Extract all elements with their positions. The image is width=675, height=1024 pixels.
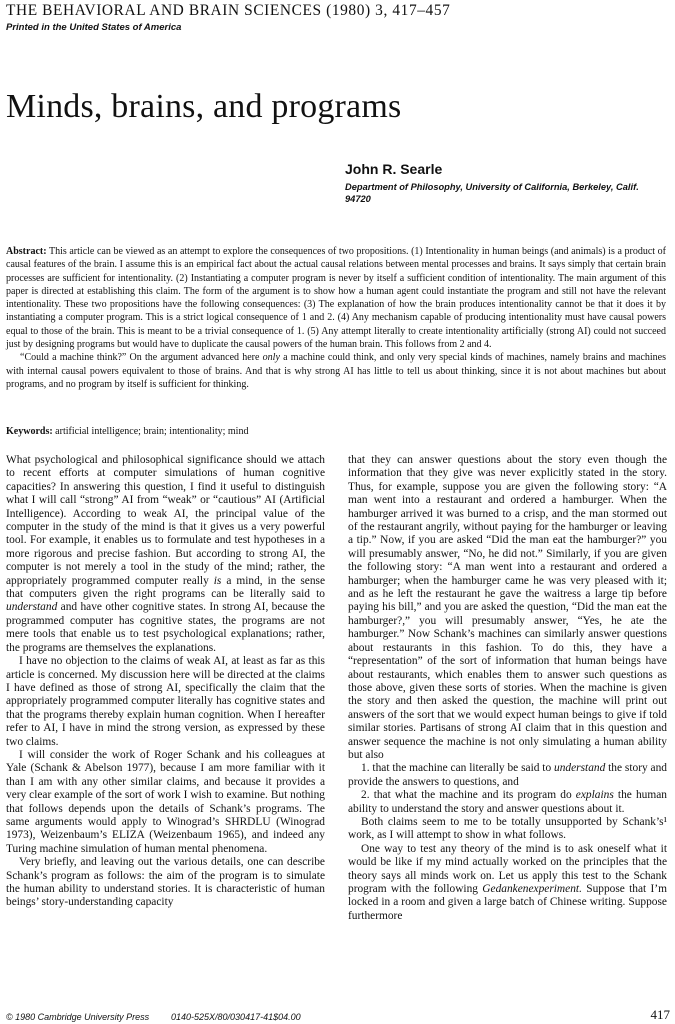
keywords — [6, 426, 248, 437]
body-column-right — [348, 454, 667, 994]
emphasis-understand: understand — [6, 601, 58, 614]
body-paragraph — [6, 454, 325, 655]
keywords-text: artificial intelligence; brain; intentionality; mind — [55, 426, 249, 437]
body-paragraph: I have no objection to the claims of weak AI, at least as far as this article is concerned. My discussion here will be directed at the claims I have defined as those of strong AI, specifically the claim that the appropriately programmed computer literally has cognitive states and that the programs thereby explain human cognition. When I hereafter refer to AI, I have in mind the strong version, as expressed by these two claims. — [6, 655, 325, 748]
emphasis-understand: understand — [554, 762, 606, 775]
body-paragraph: Very briefly, and leaving out the various details, one can describe Schank’s program as follows: the aim of the program is to simulate the human ability to understand stories. It is characteristic of human beings’ story-understanding capacity — [6, 856, 325, 909]
page-footer — [6, 1007, 670, 1023]
abstract — [6, 245, 666, 391]
text-run: the human ability to understand the story and answer questions about it. — [348, 789, 667, 815]
abstract-text-1: This article can be viewed as an attempt to explore the consequences of two propositions. (1) Intentionality in human beings (and animals) is a product of causal features of the brain. I assume this is an empirical fact about the actual causal relations between mental processes and brains. It says simply that certain brain processes are sufficient for intentionality. (2) Instantiating a computer program is never by itself a sufficient condition of intentionality. The main argument of this paper is directed at establishing this claim. The form of the argument is to show how a human agent could instantiate the program and still not have the relevant intentionality. These two propositions have the following consequences: (3) The explanation of how the brain produces intentionality cannot be that it does it by instantiating a computer program. This is a strict logical consequence of 1 and 2. (4) Any mechanism capable of producing intentionality must have causal powers equal to those of the brain. This is meant to be a trivial consequence of 1. (5) Any attempt literally to create intentionality artificially (strong AI) could not succeed just by designing programs but would have to duplicate the causal powers of the human brain. This follows from 2 and 4. — [6, 246, 666, 351]
emphasis-gedankenexperiment: Gedankenexperiment. — [482, 883, 582, 895]
abstract-text-2a: “Could a machine think?” On the argument advanced here — [20, 352, 263, 364]
emphasis-is: is — [213, 574, 222, 587]
abstract-paragraph-2 — [6, 351, 666, 391]
keywords-label: Keywords: — [6, 426, 53, 437]
page-number: 417 — [650, 1007, 670, 1022]
list-item-1 — [348, 762, 667, 789]
journal-title: THE BEHAVIORAL AND BRAIN SCIENCES (1980) 3, 417–457 — [6, 2, 451, 19]
abstract-label: Abstract: — [6, 246, 47, 257]
text-run: Suppose that I’m locked in a room and given a large batch of Chinese writing. Suppose furthermore — [348, 883, 667, 922]
text-run: and have other cognitive states. In strong AI, because the programmed computer has cognitive states, the programs are not mere tools that enable us to test psychological explanations; rather, the programs are themselves the explanations. — [6, 601, 325, 654]
author-name: John R. Searle — [345, 161, 443, 177]
copyright-notice: © 1980 Cambridge University Press — [6, 1012, 150, 1022]
body-column-left — [6, 454, 325, 994]
body-paragraph: that they can answer questions about the story even though the information that they give was never explicitly stated in the story. Thus, for example, suppose you are given the following story: “A man went into a restaurant and ordered a hamburger. When the hamburger arrived it was burned to a crisp, and the man stormed out of the restaurant angrily, without paying for the hamburger or leaving a tip.” Now, if you are asked “Did the man eat the hamburger?” you will presumably answer, “No, he did not.” Similarly, if you are given the following story: “A man went into a restaurant and ordered a hamburger; when the hamburger came he was very pleased with it; and as he left the restaurant he gave the waitress a large tip before paying his bill,” and you are asked the question, “Did the man eat the hamburger?,” you will presumably answer, “Yes, he ate the hamburger.” Now Schank’s machines can similarly answer questions about restaurants in this fashion. To do this, they have a “representation” of the sort of information that human beings have about restaurants, which enables them to answer such questions as those above, given these sorts of stories. When the machine is given the story and then asked the question, the machine will print out answers of the sort that we would expect human beings to give if told similar stories. Partisans of strong AI claim that in this question and answer sequence the machine is not only simulating a human ability but also — [348, 454, 667, 761]
abstract-text-2b: a machine could think, and only very special kinds of machines, namely brains and machines with internal causal powers equivalent to those of brains. And that is why strong AI has little to tell us about thinking, since it is not about machines but about programs, and no program by itself is sufficient for thinking. — [6, 352, 666, 390]
issn-code: 0140-525X/80/030417-41$04.00 — [171, 1012, 301, 1022]
article-title: Minds, brains, and programs — [6, 88, 402, 125]
printed-in-line: Printed in the United States of America — [6, 22, 182, 33]
text-run: 2. that what the machine and its program do — [361, 789, 576, 802]
text-run: a mind, in the sense that computers given the right programs can be literally said to — [6, 574, 325, 601]
text-run: 1. that the machine can literally be said to — [361, 762, 555, 775]
emphasis-explains: explains — [575, 789, 614, 802]
list-item-2 — [348, 789, 667, 816]
body-paragraph — [348, 843, 667, 923]
author-affiliation: Department of Philosophy, University of California, Berkeley, Calif. 94720 — [345, 182, 639, 204]
abstract-paragraph-1 — [6, 245, 666, 351]
text-run: What psychological and philosophical significance should we attach to recent efforts at computer simulations of human cognitive capacities? In answering this question, I find it useful to distinguish what I will call “strong” AI from “weak” or “cautious” AI (Artificial Intelligence). According to weak AI, the principal value of the computer in the study of the mind is that it gives us a very powerful tool. For example, it enables us to formulate and test hypotheses in a more rigorous and precise fashion. But according to strong AI, the computer is not merely a tool in the study of the mind; rather, the appropriately programmed computer really — [6, 454, 325, 587]
body-paragraph: I will consider the work of Roger Schank and his colleagues at Yale (Schank & Abelson 1977), because I am more familiar with it than I am with any other similar claims, and because it provides a very clear example of the sort of work I wish to examine. But nothing that follows depends upon the details of Schank’s programs. The same arguments would apply to Winograd’s SHRDLU (Winograd 1973), Weizenbaum’s ELIZA (Weizenbaum 1965), and indeed any Turing machine simulation of human mental phenomena. — [6, 748, 325, 855]
body-paragraph: Both claims seem to me to be totally unsupported by Schank’s¹ work, as I will attempt to show in what follows. — [348, 815, 667, 842]
abstract-emphasis: only — [262, 352, 280, 364]
text-run: One way to test any theory of the mind is to ask oneself what it would be like if my mind actually worked on the principles that the theory says all minds work on. Let us apply this test to the Schank program with the following — [348, 842, 667, 895]
text-run: the story and provide the answers to questions, and — [348, 762, 667, 788]
